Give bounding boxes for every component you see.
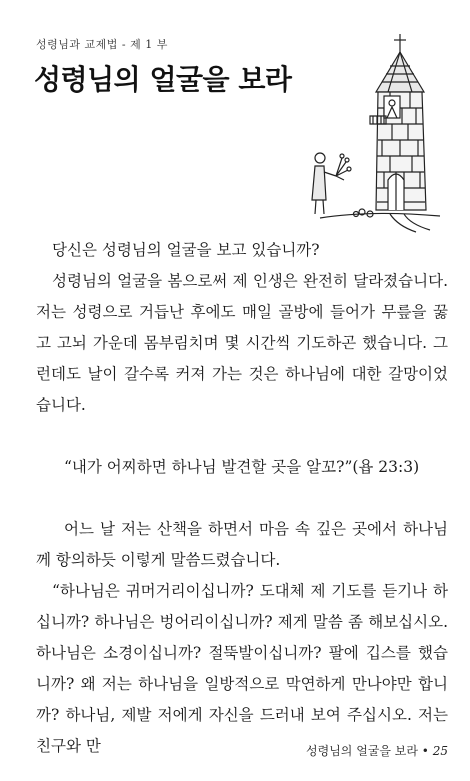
footer-title: 성령님의 얼굴을 보라 • xyxy=(306,744,429,758)
page-footer xyxy=(306,742,448,759)
spacer xyxy=(36,421,448,452)
chapter-title: 성령님의 얼굴을 보라 xyxy=(34,63,292,96)
spacer xyxy=(36,483,448,514)
page-number: 25 xyxy=(432,744,448,758)
tower-illustration xyxy=(290,30,450,235)
paragraph-3: 어느 날 저는 산책을 하면서 마음 속 깊은 곳에서 하나님께 항의하듯 이렇게 말씀드렸습니다. xyxy=(36,520,448,569)
paragraph-2: 성령님의 얼굴을 봄으로써 제 인생은 완전히 달라졌습니다. 저는 성령으로 거듭난 후에도 매일 골방에 들어가 무릎을 꿇고 고뇌 가운데 몸부림치며 몇 시간씩 기도하곤 했습니다. 그런데도 날이 갈수록 커져 가는 것은 하나님에 대한 갈망이었습니다. xyxy=(36,272,448,414)
scripture-quote: “내가 어찌하면 하나님 발견할 곳을 알꼬?”(욥 23:3) xyxy=(64,458,420,476)
running-head: 성령님과 교제법 - 제 1 부 xyxy=(36,38,168,51)
paragraph-4: “하나님은 귀머거리이십니까? 도대체 제 기도를 듣기나 하십니까? 하나님은 벙어리이십니까? 제게 말씀 좀 해보십시오. 하나님은 소경이십니까? 절뚝발이십니까? 팔에 깁스를 했습니까? 왜 저는 하나님을 일방적으로 막연하게 만나야만 합니까? 하나님, 제발 저에게 자신을 드러내 보여 주십시오. 저는 친구와 만 xyxy=(36,582,448,755)
paragraph-1: 당신은 성령님의 얼굴을 보고 있습니까? xyxy=(52,241,320,259)
body-text xyxy=(36,235,448,762)
